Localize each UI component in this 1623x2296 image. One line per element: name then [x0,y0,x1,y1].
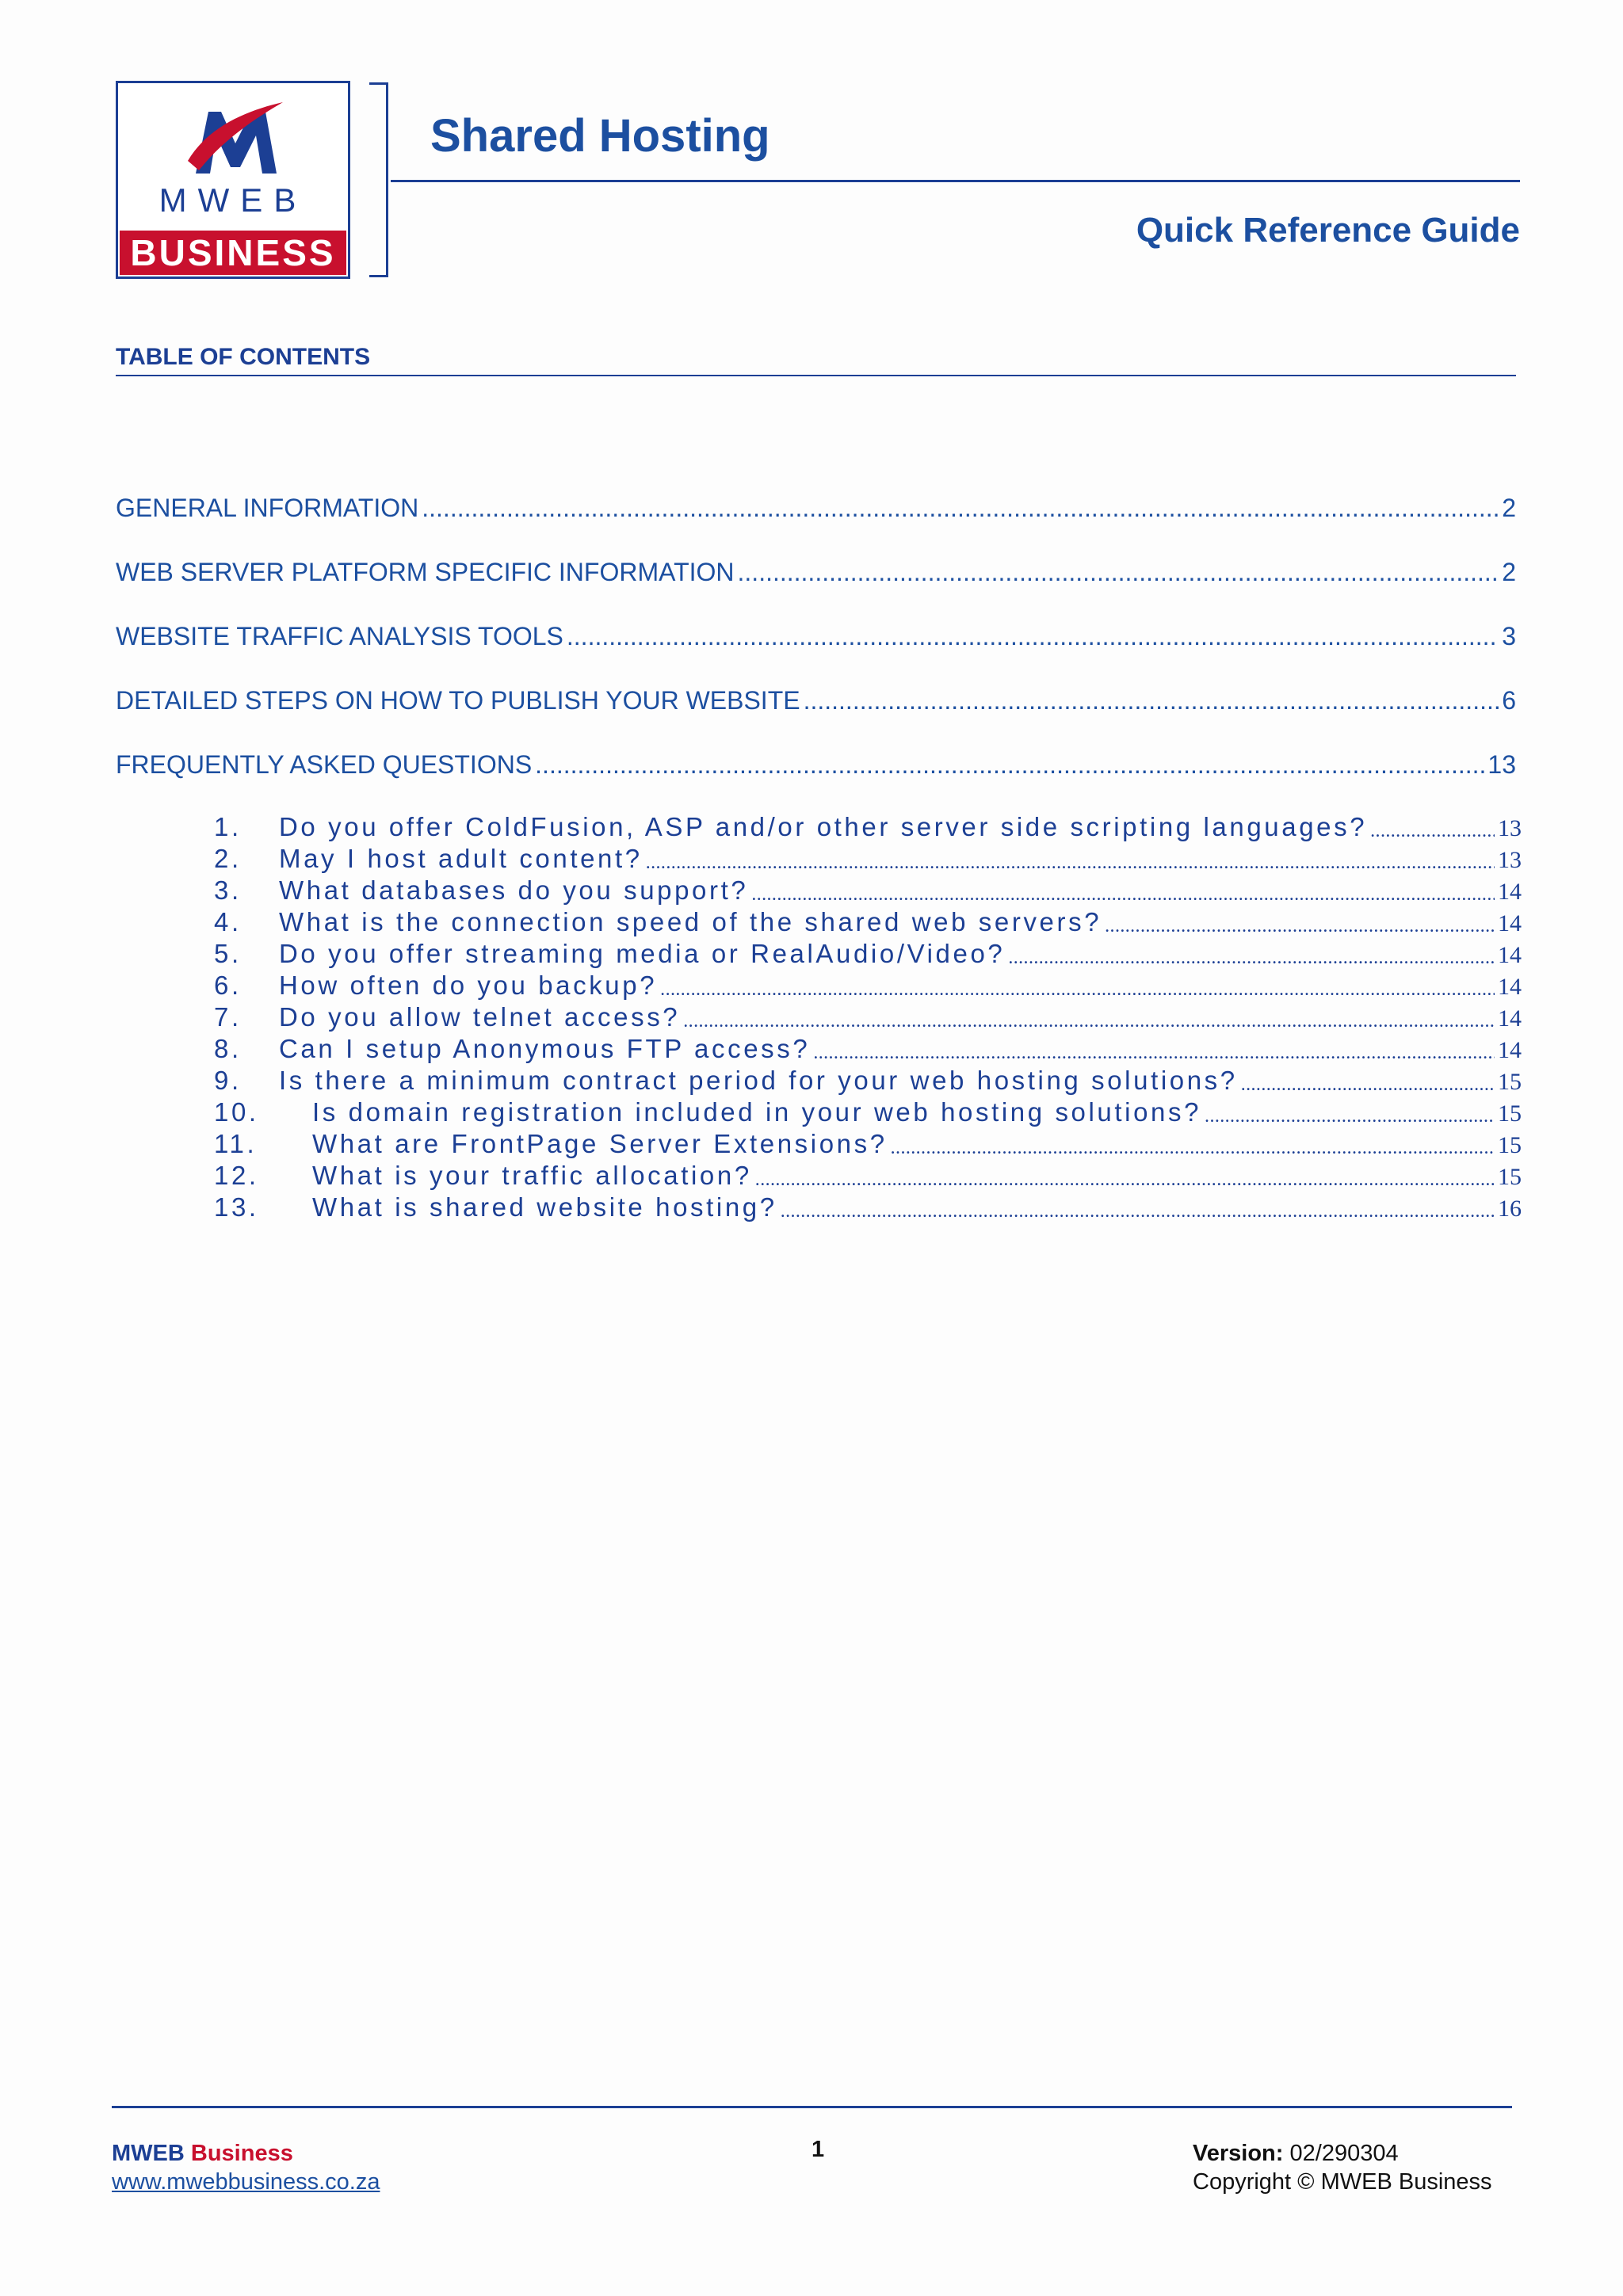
faq-entry[interactable] [214,1066,1522,1096]
footer-company-part1: MWEB [112,2141,185,2166]
faq-question: What databases do you support? [279,875,749,905]
toc-leader [1241,1074,1495,1096]
toc-leader [683,1011,1495,1032]
toc-leader [535,750,1484,780]
toc-leader [1205,1106,1495,1127]
faq-question: Is there a minimum contract period for your web hosting solutions? [279,1066,1238,1095]
toc-entry-label: WEBSITE TRAFFIC ANALYSIS TOOLS [116,622,563,650]
faq-page-number: 15 [1498,1100,1522,1127]
faq-number: 10. [214,1097,259,1127]
faq-entry[interactable] [214,1097,1522,1127]
faq-page-number: 14 [1498,910,1522,936]
faq-page-number: 16 [1498,1196,1522,1222]
toc-leader [660,979,1495,1001]
faq-entry[interactable] [214,1034,1522,1064]
faq-page-number: 14 [1498,1037,1522,1063]
faq-page-number: 13 [1498,847,1522,873]
toc-leader [738,558,1499,587]
faq-page-number: 13 [1498,815,1522,841]
mweb-m-logo-icon [185,94,286,181]
document-subtitle: Quick Reference Guide [1136,211,1520,250]
header-divider [391,180,1520,182]
toc-leader [646,852,1495,874]
faq-question: What is the connection speed of the shared web servers? [279,907,1102,936]
mweb-business-logo [116,81,350,279]
faq-entry[interactable] [214,1161,1522,1191]
version-label: Version: [1193,2141,1284,2166]
toc-leader [755,1169,1495,1191]
document-title: Shared Hosting [430,110,770,162]
faq-number: 8. [214,1034,242,1063]
toc-entry-label: DETAILED STEPS ON HOW TO PUBLISH YOUR WEBSITE [116,686,800,715]
footer-version [1193,2141,1399,2167]
faq-page-number: 14 [1498,879,1522,905]
toc-page-number: 6 [1502,686,1516,715]
logo-band: BUSINESS [120,231,346,275]
faq-question: May I host adult content? [279,844,643,873]
toc-leader [804,686,1499,715]
faq-page-number: 14 [1498,1005,1522,1032]
toc-heading: TABLE OF CONTENTS [116,344,371,370]
toc-divider [116,375,1516,376]
toc-leader [781,1201,1495,1222]
faq-number: 2. [214,844,242,873]
faq-number: 1. [214,812,242,841]
faq-question: What are FrontPage Server Extensions? [312,1129,888,1158]
toc-entry-web-server-platform[interactable] [116,555,1516,587]
toc-leader [891,1138,1495,1159]
faq-entry[interactable] [214,971,1522,1001]
faq-entry[interactable] [214,1192,1522,1222]
footer-divider [112,2106,1512,2108]
faq-number: 6. [214,971,242,1000]
toc-page-number: 3 [1502,622,1516,650]
faq-question: How often do you backup? [279,971,658,1000]
faq-question: Do you offer ColdFusion, ASP and/or other server side scripting languages? [279,812,1368,841]
page-number: 1 [812,2137,825,2162]
version-value: 02/290304 [1289,2141,1399,2166]
toc-leader [1105,916,1495,937]
faq-number: 4. [214,907,242,936]
faq-entry[interactable] [214,939,1522,969]
faq-question: Can I setup Anonymous FTP access? [279,1034,811,1063]
faq-number: 9. [214,1066,242,1095]
faq-number: 3. [214,875,242,905]
faq-number: 7. [214,1002,242,1032]
faq-page-number: 14 [1498,942,1522,968]
faq-number: 12. [214,1161,259,1190]
footer-company-part2: Business [190,2141,293,2166]
toc-entry-traffic-analysis[interactable] [116,620,1516,651]
toc-leader [1370,821,1495,842]
toc-entry-general-information[interactable] [116,491,1516,523]
faq-question: What is shared website hosting? [312,1192,777,1222]
toc-leader [1008,948,1495,969]
toc-entry-label: FREQUENTLY ASKED QUESTIONS [116,750,533,779]
faq-entry[interactable] [214,844,1522,874]
toc-entry-publish-steps[interactable] [116,684,1516,715]
faq-page-number: 15 [1498,1132,1522,1158]
faq-entry[interactable] [214,875,1522,906]
toc-entry-label: GENERAL INFORMATION [116,494,419,522]
footer-copyright: Copyright © MWEB Business [1193,2169,1492,2195]
faq-entry[interactable] [214,1002,1522,1032]
faq-question: Do you allow telnet access? [279,1002,681,1032]
footer-website-link[interactable]: www.mwebbusiness.co.za [112,2169,380,2195]
footer-company [112,2141,293,2167]
faq-number: 5. [214,939,242,968]
toc-leader [751,884,1495,906]
faq-question: What is your traffic allocation? [312,1161,752,1190]
faq-entry[interactable] [214,907,1522,937]
toc-page-number: 2 [1502,558,1516,586]
toc-page-number: 2 [1502,494,1516,522]
faq-page-number: 15 [1498,1164,1522,1190]
faq-number: 11. [214,1129,258,1158]
faq-question: Do you offer streaming media or RealAudio/Video? [279,939,1006,968]
faq-page-number: 15 [1498,1069,1522,1095]
header-bracket [369,82,388,277]
toc-entry-faq[interactable] [116,748,1516,780]
toc-leader [422,494,1499,523]
toc-entry-label: WEB SERVER PLATFORM SPECIFIC INFORMATION [116,558,735,586]
logo-wordmark: MWEB [158,181,307,219]
faq-entry[interactable] [214,812,1522,842]
faq-number: 13. [214,1192,259,1222]
faq-entry[interactable] [214,1129,1522,1159]
faq-question: Is domain registration included in your web hosting solutions? [312,1097,1202,1127]
toc-leader [813,1043,1495,1064]
toc-page-number: 13 [1487,750,1516,779]
toc-leader [567,622,1499,651]
faq-page-number: 14 [1498,974,1522,1000]
